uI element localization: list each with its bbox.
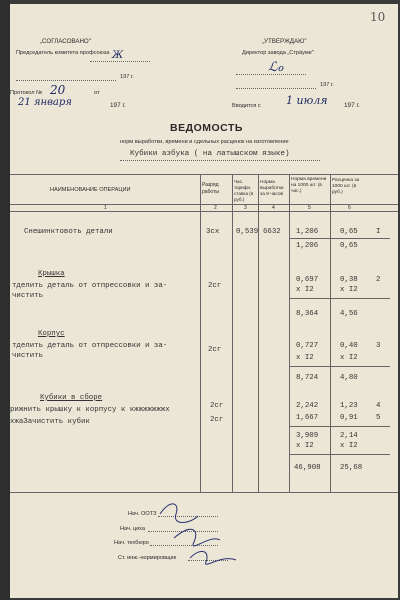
colnum-5: 5 [308,205,311,211]
section-body: Корпус [38,330,65,338]
col-divider-4 [289,174,290,492]
row3-underline [290,366,390,367]
col-divider-2 [232,174,233,492]
row1-price: 0,65 [340,228,358,236]
protocol-number: 20 [50,83,66,97]
signature-stroke-1 [160,504,198,523]
row5-underline [290,426,390,427]
row3-total-time: 8,724 [296,374,319,382]
row2-number: 2 [376,276,381,284]
row1-operation: Снешинктовоть детали [24,228,113,236]
product-name: Кубики азбука ( на латышском языке) [130,150,290,158]
handwritten-signatures [150,494,250,574]
row3-operation-cont: чистить [12,352,44,360]
header-rate: Час. тарифн. ставка (в руб.) [234,179,254,202]
approved-right-role: Директор завода „Стрäуме" [242,50,314,56]
header-operation: НАИМЕНОВАНИЕ ОПЕРАЦИИ [50,187,131,193]
row3-price: 0,40 [340,342,358,350]
approved-left-title: „СОГЛАСОВАНО" [40,38,91,45]
row1-number: I [376,228,381,236]
document-page [10,4,398,598]
doc-title: ВЕДОМОСТЬ [170,122,243,134]
colnum-1: 1 [104,205,107,211]
grand-total-time: 46,908 [294,464,321,472]
signature-right: ℒℴ [268,60,284,75]
table-header-border [10,204,398,205]
row2-operation-cont: чистить [12,292,44,300]
date-line-left [16,80,116,81]
row2-total-time: 8,364 [296,310,319,318]
grand-total-line [290,454,390,455]
row2-total-price: 4,56 [340,310,358,318]
col-divider-1 [200,174,201,492]
approved-left-role: Председатель комитета профсоюза [16,50,110,56]
row2-grade: 2сг [208,282,222,290]
row5-price: 0,91 [340,414,358,422]
approved-left-year: 197 г. [120,74,134,80]
col-divider-5 [330,174,331,492]
table-colnum-border [10,211,398,212]
row5-subtotal-price: 2,14 [340,432,358,440]
row5-time: 1,667 [296,414,319,422]
row4-price: 1,23 [340,402,358,410]
signature-stroke-3 [190,551,236,564]
approved-right-title: „УТВЕРЖДАЮ" [262,38,307,45]
row5-mult-time: x I2 [296,442,314,450]
row3-time: 0,727 [296,342,319,350]
row3-operation: тделить деталь от отпрессовки и за- [12,342,168,350]
intro-year: 197 г. [344,102,360,109]
signature-line-left [90,61,150,62]
product-underline [120,160,320,161]
grand-total-price: 25,68 [340,464,363,472]
header-norm-output: Норма выработки за 8 часов [260,180,284,197]
sign-norm-label: Ст. инж.-нормировщик [118,555,177,561]
intro-label: Вводится с [232,103,261,109]
row1-subtotal-price: 0,65 [340,242,358,250]
row5-subtotal-time: 3,909 [296,432,319,440]
row3-grade: 2сг [208,346,222,354]
col-divider-3 [258,174,259,492]
row5-grade: 2сг [210,416,224,424]
row1-subtotal-time: 1,206 [296,242,319,250]
row5-operation: хжаЗачистить кубик [10,418,90,426]
sign-cex-label: Нач. цеха [120,526,146,532]
colnum-4: 4 [272,205,275,211]
signature-stroke-2 [174,529,220,546]
protocol-year: 197 г. [110,102,126,109]
row2-mult-time: x I2 [296,286,314,294]
section-assembled: Кубики в сборе [40,394,103,402]
row3-mult-price: x I2 [340,354,358,362]
page-number: 10 [370,10,386,24]
row5-number: 5 [376,414,381,422]
protocol-label: Протокол № [10,90,43,96]
sign-ootz-label: Нач. ООТЗ [128,511,157,517]
date-line-right [236,88,316,89]
row4-time: 2,242 [296,402,319,410]
table-bottom-border [10,492,398,493]
row3-number: 3 [376,342,381,350]
row1-grade: 3сх [206,228,220,236]
row1-output: 6632 [263,228,281,236]
sign-tech-label: Нач. техбюро [114,540,149,546]
protocol-date: 21 января [18,97,72,108]
intro-date: 1 июля [286,94,328,107]
row4-number: 4 [376,402,381,410]
row2-underline [290,298,390,299]
row3-total-price: 4,80 [340,374,358,382]
row3-mult-time: x I2 [296,354,314,362]
row1-rate: 0,539 [236,228,259,236]
row4-operation: рижнить крышку к корпусу к кжжжжжжжх [10,406,170,414]
colnum-2: 2 [214,205,217,211]
row5-mult-price: x I2 [340,442,358,450]
row2-price: 0,38 [340,276,358,284]
approved-right-year: 197 г. [320,82,334,88]
colnum-6: 6 [348,205,351,211]
colnum-3: 3 [244,205,247,211]
row2-time: 0,697 [296,276,319,284]
row2-mult-price: x I2 [340,286,358,294]
header-grade: Разряд работы [202,182,219,195]
header-norm-time: Норма времени на 1000 шт. (в час.) [291,177,327,194]
binding-edge [0,0,10,600]
row1-underline [290,238,390,239]
row2-operation: тделить деталь от отпрессовки и за- [12,282,168,290]
row1-time: 1,206 [296,228,319,236]
section-lid: Крышка [38,270,65,278]
doc-subtitle: норм выработки, времени и сдельных расценок на изготовление [120,139,289,145]
signature-left: Ж [112,50,124,61]
row4-grade: 2сг [210,402,224,410]
protocol-from-label: от [94,90,100,96]
table-top-border [10,174,398,175]
header-price: Расценка за 1000 шт. (в руб.) [332,178,360,195]
